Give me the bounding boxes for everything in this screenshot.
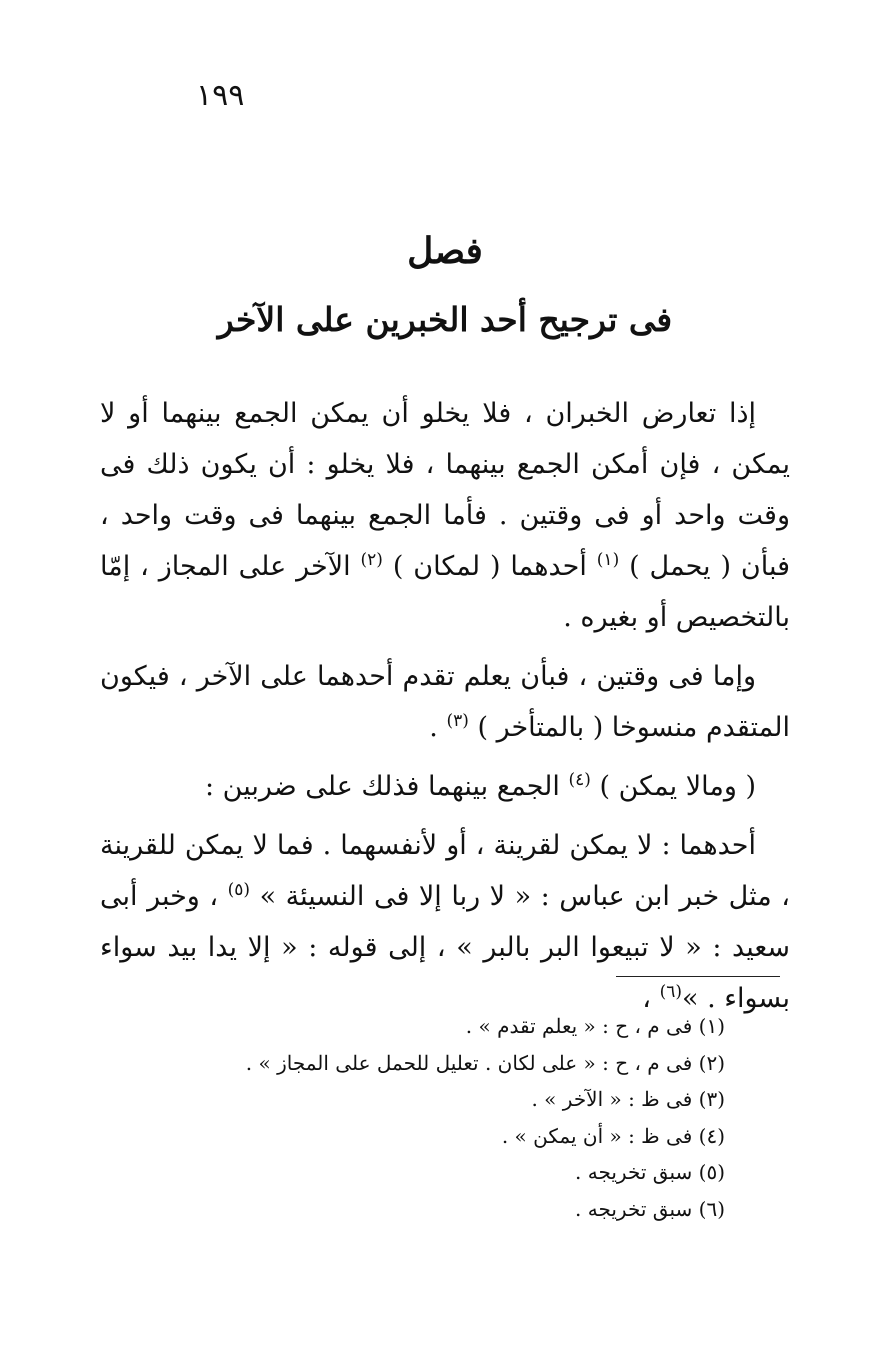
footnote: (٦) سبق تخريجه . — [575, 1196, 725, 1221]
footnote-divider — [616, 976, 780, 977]
body-text — [100, 388, 790, 1024]
footnote: (٣) فى ظ : « الآخر » . — [531, 1087, 725, 1111]
footnote-marker: (١) — [596, 550, 620, 570]
footnote-marker: (٣) — [446, 711, 469, 731]
paragraph: ( ومالا يمكن ) $^{(٤)}$ الجمع بينهما فذلك على ضربين : — [204, 770, 756, 802]
footnote: (١) فى م ، ح : « يعلم تقدم » . — [465, 1014, 725, 1038]
paragraph: وإما فى وقتين ، فبأن يعلم تقدم أحدهما على الآخر ، فيكون المتقدم منسوخا ( بالمتأخر ) $^{(٣)}$ . — [100, 661, 790, 743]
page-number: ١٩٩ — [196, 78, 245, 113]
footnote: (٤) فى ظ : « أن يمكن » . — [501, 1123, 725, 1148]
footnote: (٢) فى م ، ح : « على لكان . تعليل للحمل على المجاز » . — [245, 1050, 725, 1075]
footnote-marker: (٦) — [659, 982, 682, 1002]
footnote: (٥) سبق تخريجه . — [575, 1160, 725, 1184]
section-subheading: فى ترجيح أحد الخبرين على الآخر — [217, 300, 673, 339]
footnote-marker: (٢) — [360, 550, 383, 570]
footnote-marker: (٤) — [568, 770, 591, 790]
paragraph: إذا تعارض الخبران ، فلا يخلو أن يمكن الجمع بينهما أو لا يمكن ، فإن أمكن الجمع بينهما ، فلا يخلو : أن يكون ذلك فى وقت واحد أو فى وقتين . فأما الجمع بينهما فى وقت واحد ، فبأن ( يحمل ) $^{(١)}$ أحدهما ( لمكان ) $^{(٢)}$ الآخر على المجاز ، إمّا بالتخصيص أو بغيره . — [100, 398, 791, 633]
section-heading: فصل — [407, 230, 483, 272]
footnotes — [100, 1008, 725, 1227]
footnote-marker: (٥) — [227, 880, 251, 900]
paragraph: أحدهما : لا يمكن لقرينة ، أو لأنفسهما . فما لا يمكن للقرينة ، مثل خبر ابن عباس : « لا ربا إلا فى النسيئة » $^{(٥)}$ ، وخبر أبى سعيد : « لا تبيعوا البر بالبر » ، إلى قوله : « إلا يدا بيد سواء بسواء . »$^{(٦)}$ ، — [100, 830, 790, 1014]
